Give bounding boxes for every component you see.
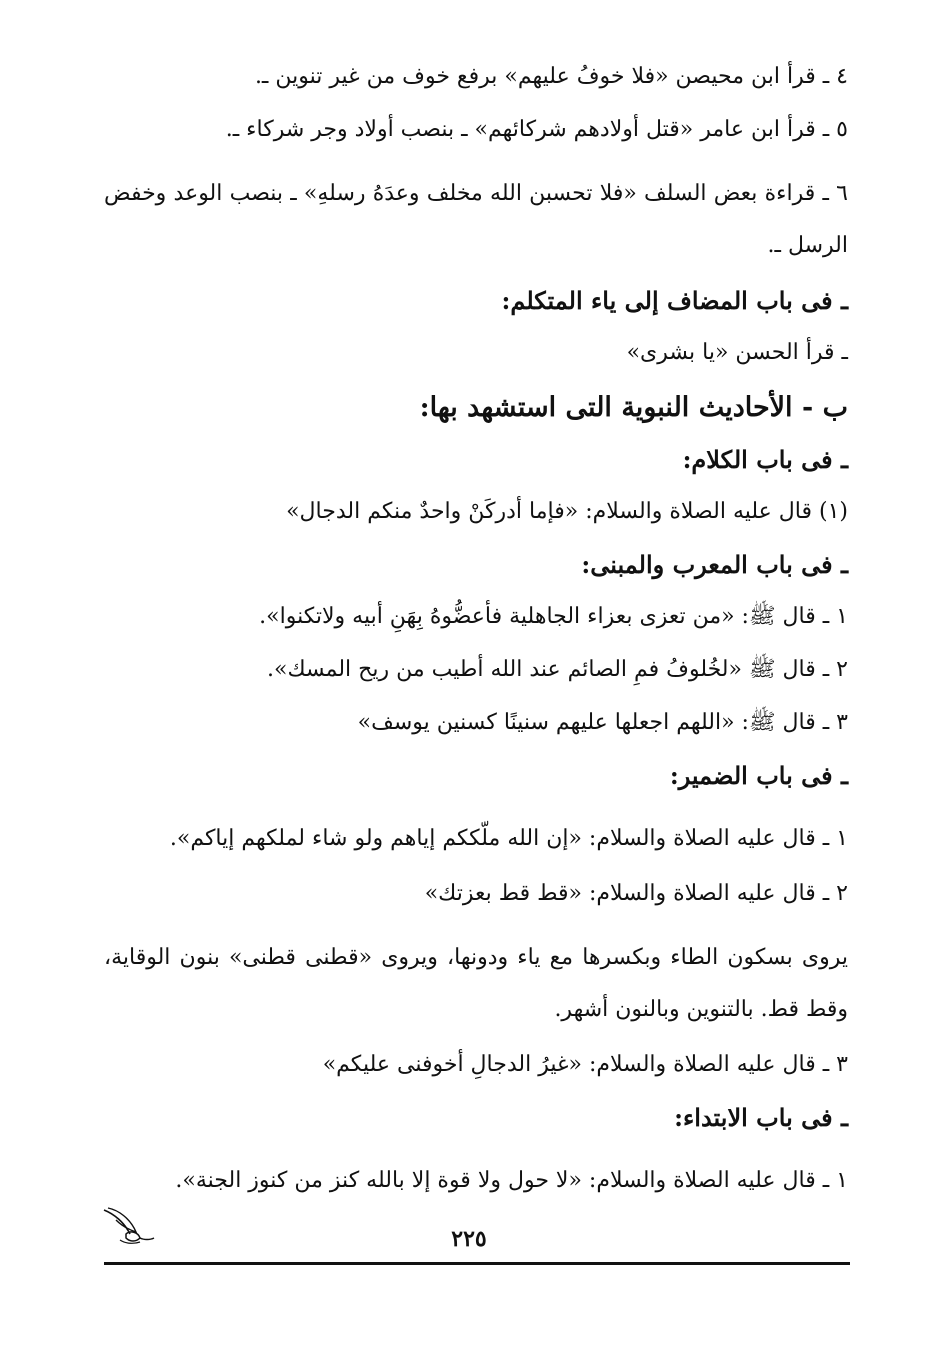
text-hasan: ـ قرأ الحسن «يا بشرى» (626, 340, 848, 365)
heading-damir: ـ فى باب الضمير: (669, 761, 848, 790)
page-number: ٢٢٥ (451, 1226, 487, 1252)
text-murab-1: ١ ـ قال ﷺ: «من تعزى بعزاء الجاهلية فأعضُّوهُ بِهَنِ أبيه ولاتكنوا». (259, 604, 848, 629)
heading-kalam: ـ فى باب الكلام: (682, 445, 848, 474)
heading-ibtida: ـ فى باب الابتداء: (674, 1103, 848, 1132)
page-footer (0, 1222, 938, 1282)
text-line-6: ٦ ـ قراءة بعض السلف «فلا تحسبن الله مخلف وعدَهُ رسلهِ» ـ بنصب الوعد وخفض الرسل ـ. (104, 181, 848, 258)
page-body (104, 62, 848, 1207)
heading-mudaf: ـ فى باب المضاف إلى ياء المتكلم: (501, 286, 848, 315)
text-damir-1: ١ ـ قال عليه الصلاة والسلام: «إن الله ملّككم إياهم ولو شاء لملكهم إياكم». (169, 826, 848, 851)
text-ibtida-1: ١ ـ قال عليه الصلاة والسلام: «لا حول ولا قوة إلا بالله كنز من كنوز الجنة». (175, 1168, 848, 1193)
text-damir-2: ٢ ـ قال عليه الصلاة والسلام: «قط قط بعزتك» (424, 881, 848, 906)
footer-rule (104, 1262, 850, 1265)
text-damir-note: يروى بسكون الطاء وبكسرها مع ياء ودونها، ويروى «قطنى قطنى» بنون الوقاية، وقط قط. بالتنوين وبالنون أشهر. (104, 945, 848, 1022)
quill-pen-icon (100, 1204, 156, 1248)
text-murab-3: ٣ ـ قال ﷺ: «اللهم اجعلها عليهم سنينًا كسنين يوسف» (357, 710, 848, 735)
text-damir-3: ٣ ـ قال عليه الصلاة والسلام: «غيرُ الدجالِ أخوفنى عليكم» (322, 1052, 848, 1077)
text-line-5: ٥ ـ قرأ ابن عامر «قتل أولادهم شركائهم» ـ بنصب أولاد وجر شركاء ـ. (225, 117, 848, 142)
text-murab-2: ٢ ـ قال ﷺ «لخُلوفُ فمِ الصائم عند الله أطيب من ريح المسك». (266, 657, 848, 682)
text-kalam-1: (١) قال عليه الصلاة والسلام: «فإما أدركَنْ واحدٌ منكم الدجال» (286, 499, 848, 524)
section-title-hadith: ب - الأحاديث النبوية التى استشهد بها: (419, 392, 848, 423)
heading-murab: ـ فى باب المعرب والمبنى: (581, 550, 848, 579)
text-line-4: ٤ ـ قرأ ابن محيصن «فلا خوفُ عليهم» برفع خوف من غير تنوين ـ. (254, 64, 848, 89)
